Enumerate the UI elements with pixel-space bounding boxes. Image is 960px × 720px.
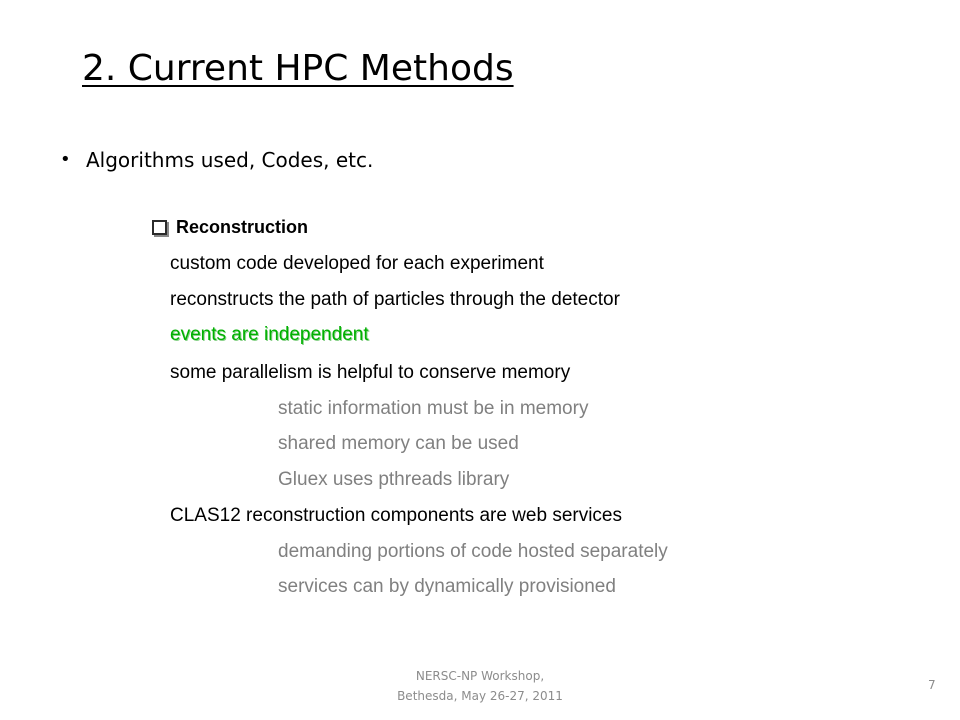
sub-detail-line: Gluex uses pthreads library (278, 469, 510, 490)
sub-detail-line: services can by dynamically provisioned (278, 576, 616, 597)
page-number: 7 (928, 678, 936, 692)
detail-line: CLAS12 reconstruction components are web services (170, 505, 623, 526)
footer-line-2: Bethesda, May 26-27, 2011 (397, 689, 563, 703)
sub-detail-line: shared memory can be used (278, 433, 519, 454)
bullet-text: Algorithms used, Codes, etc. (86, 148, 374, 172)
detail-line: custom code developed for each experiment (170, 253, 544, 274)
sub-detail-line: demanding portions of code hosted separately (278, 541, 668, 562)
sub-detail-line: static information must be in memory (278, 398, 589, 419)
detail-line: reconstructs the path of particles through the detector (170, 289, 620, 310)
footer-line-1: NERSC-NP Workshop, (415, 669, 545, 683)
bullet-dot-icon: • (60, 149, 71, 170)
page-title: 2. Current HPC Methods (82, 48, 514, 89)
detail-line-highlighted: events are independent (170, 324, 369, 345)
section-heading (152, 214, 308, 240)
section-heading-text: Reconstruction (176, 217, 309, 237)
bullet-item (60, 146, 373, 174)
footer-text (0, 666, 960, 706)
checkbox-icon (152, 220, 167, 235)
detail-line: some parallelism is helpful to conserve memory (170, 362, 571, 383)
